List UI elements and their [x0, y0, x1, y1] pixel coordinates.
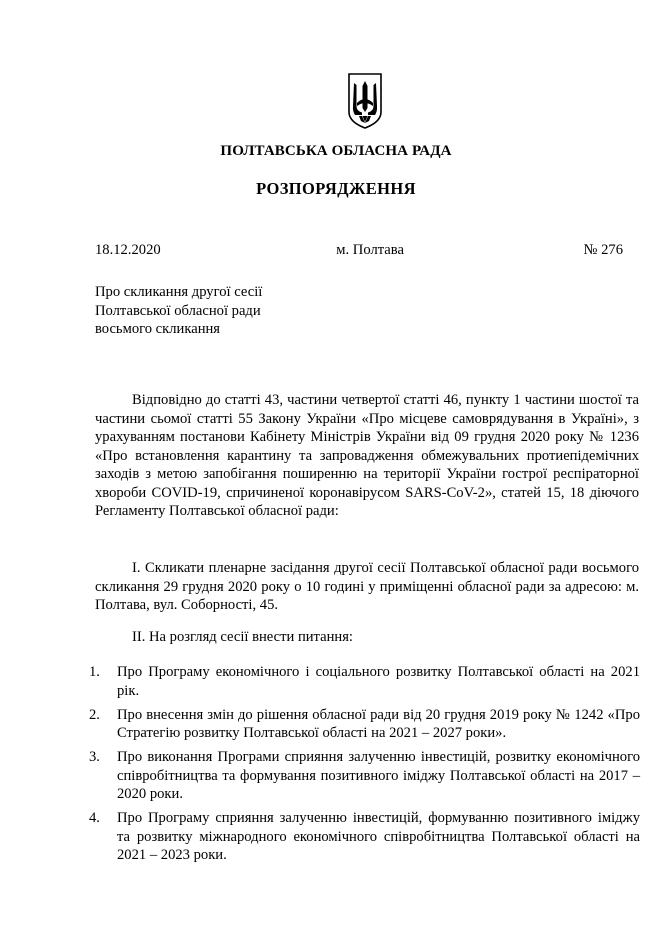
document-meta-row: [95, 241, 623, 260]
list-item-number: 1.: [89, 664, 100, 680]
list-item: [89, 663, 640, 700]
document-subject: [95, 283, 355, 339]
list-item-text: Про внесення змін до рішення обласної ради від 20 грудня 2019 року № 1242 «Про Стратегію розвитку Полтавської області на 2021 – 2027 роки».: [117, 706, 640, 741]
list-item: [89, 748, 640, 804]
agenda-list: [89, 663, 640, 870]
document-type-title: РОЗПОРЯДЖЕННЯ: [256, 179, 416, 198]
organization-name: ПОЛТАВСЬКА ОБЛАСНА РАДА: [220, 143, 452, 159]
list-item-text: Про Програму економічного і соціального розвитку Полтавської області на 2021 рік.: [117, 664, 640, 699]
subject-line: Про скликання другої сесії: [95, 284, 263, 300]
list-item: [89, 809, 640, 865]
document-date: 18.12.2020: [95, 242, 161, 258]
preamble-paragraph: Відповідно до статті 43, частини четвертої статті 46, пункту 1 частини шостої та частини сьомої статті 55 Закону України «Про місцеве самоврядування в Україні», з урахуванням постанови Кабінету Міністрів України від 09 грудня 2020 року № 1236 «Про встановлення карантину та запровадження обмежувальних протиепідемічних заходів з метою запобігання поширенню на території України гострої респіраторної хвороби COVID-19, спричиненої коронавірусом SARS-CoV-2», статей 15, 18 діючого Регламенту Полтавської обласної ради:: [95, 392, 639, 519]
subject-line: Полтавської обласної ради: [95, 302, 261, 319]
list-item-text: Про Програму сприяння залученню інвестицій, формуванню позитивного іміджу та розвитку міжнародного економічного співробітництва Полтавської області на 2021 – 2023 роки.: [117, 810, 640, 863]
list-item-number: 2.: [89, 706, 100, 723]
list-item-number: 3.: [89, 749, 100, 765]
list-item-text: Про виконання Програми сприяння залученню інвестицій, розвитку економічного співробітництва та формування позитивного іміджу Полтавської області на 2017 – 2020 роки.: [117, 749, 640, 802]
subject-line: восьмого скликання: [95, 321, 221, 337]
document-number: № 276: [583, 242, 623, 258]
decision-item-1: I. Скликати пленарне засідання другої сесії Полтавської обласної ради восьмого скликання 29 грудня 2020 року о 10 годині у приміщенні обласної ради за адресою: м. Полтава, вул. Соборності, 45.: [95, 560, 639, 613]
list-item: [89, 706, 640, 743]
list-item-number: 4.: [89, 810, 100, 826]
document-city: м. Полтава: [336, 242, 404, 258]
decision-item-2: II. На розгляд сесії внести питання:: [132, 629, 353, 645]
tryzub-emblem-icon: [346, 72, 384, 130]
